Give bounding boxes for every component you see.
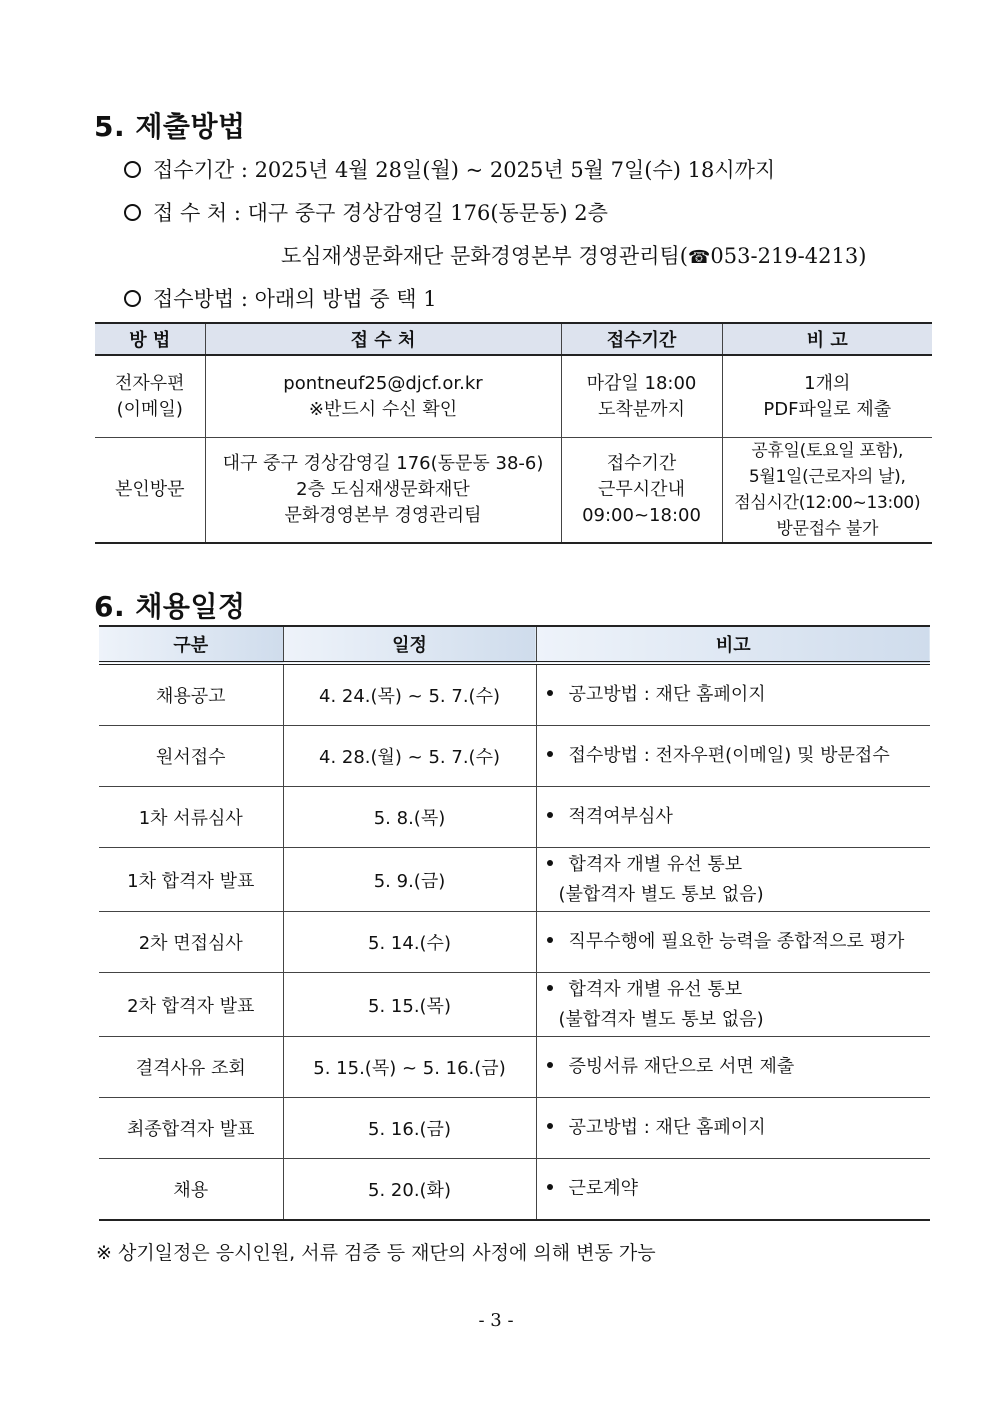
bullet-icon xyxy=(547,812,553,818)
bullet-icon xyxy=(547,1184,553,1190)
table-row xyxy=(99,848,930,912)
table-row xyxy=(99,663,930,726)
category-cell: 채용 xyxy=(99,1159,283,1221)
table-row xyxy=(99,973,930,1037)
circle-bullet-icon xyxy=(124,161,141,178)
note-cell: 1개의 PDF파일로 제출 xyxy=(722,355,932,438)
table-row xyxy=(99,787,930,848)
submission-period-line: 접수기간 : 2025년 4월 28일(월) ~ 2025년 5월 7일(수) 18시까지 xyxy=(124,154,775,184)
submission-place-line: 접 수 처 : 대구 중구 경상감영길 176(동문동) 2층 xyxy=(124,197,608,227)
bullet-icon xyxy=(547,1123,553,1129)
remarks-cell: 접수방법 : 전자우편(이메일) 및 방문접수 xyxy=(536,726,930,787)
remarks-cell: 합격자 개별 유선 통보 (불합격자 별도 통보 없음) xyxy=(536,973,930,1037)
remarks-cell: 근로계약 xyxy=(536,1159,930,1221)
category-cell: 2차 면접심사 xyxy=(99,912,283,973)
category-cell: 최종합격자 발표 xyxy=(99,1098,283,1159)
table-row xyxy=(99,1159,930,1221)
circle-bullet-icon xyxy=(124,290,141,307)
table-row xyxy=(99,726,930,787)
page-number: - 3 - xyxy=(478,1310,514,1331)
table-header-row xyxy=(99,626,930,663)
remarks-cell: 증빙서류 재단으로 서면 제출 xyxy=(536,1037,930,1098)
table-row xyxy=(99,1037,930,1098)
section-5-title: 5. 제출방법 xyxy=(94,110,246,143)
schedule-cell: 4. 28.(월) ~ 5. 7.(수) xyxy=(283,726,536,787)
header-period: 접수기간 xyxy=(561,323,722,355)
note-cell: 공휴일(토요일 포함), 5월1일(근로자의 날), 점심시간(12:00~13:00) 방문접수 불가 xyxy=(722,438,932,544)
schedule-cell: 5. 14.(수) xyxy=(283,912,536,973)
table-row xyxy=(99,1098,930,1159)
submission-method-line: 접수방법 : 아래의 방법 중 택 1 xyxy=(124,283,437,313)
bullet-icon xyxy=(547,690,553,696)
remarks-cell: 직무수행에 필요한 능력을 종합적으로 평가 xyxy=(536,912,930,973)
submission-method-table xyxy=(95,322,932,544)
schedule-cell: 5. 16.(금) xyxy=(283,1098,536,1159)
header-remarks: 비고 xyxy=(536,626,930,663)
recruitment-schedule-table xyxy=(99,625,930,1221)
category-cell: 1차 합격자 발표 xyxy=(99,848,283,912)
category-cell: 2차 합격자 발표 xyxy=(99,973,283,1037)
category-cell: 채용공고 xyxy=(99,663,283,726)
remarks-cell: 적격여부심사 xyxy=(536,787,930,848)
table-row xyxy=(95,438,932,544)
header-place: 접 수 처 xyxy=(205,323,561,355)
header-schedule: 일정 xyxy=(283,626,536,663)
category-cell: 원서접수 xyxy=(99,726,283,787)
place-cell: 대구 중구 경상감영길 176(동문동 38-6) 2층 도심재생문화재단 문화경영본부 경영관리팀 xyxy=(205,438,561,544)
submission-place-detail-line: 도심재생문화재단 문화경영본부 경영관리팀(☎053-219-4213) xyxy=(281,244,867,268)
category-cell: 1차 서류심사 xyxy=(99,787,283,848)
period-cell: 접수기간 근무시간내 09:00~18:00 xyxy=(561,438,722,544)
bullet-icon xyxy=(547,985,553,991)
bullet-icon xyxy=(547,860,553,866)
schedule-cell: 5. 8.(목) xyxy=(283,787,536,848)
circle-bullet-icon xyxy=(124,204,141,221)
remarks-cell: 공고방법 : 재단 홈페이지 xyxy=(536,663,930,726)
schedule-cell: 5. 15.(목) ~ 5. 16.(금) xyxy=(283,1037,536,1098)
header-method: 방 법 xyxy=(95,323,205,355)
schedule-cell: 5. 9.(금) xyxy=(283,848,536,912)
bullet-icon xyxy=(547,1062,553,1068)
method-cell: 전자우편 (이메일) xyxy=(95,355,205,438)
period-cell: 마감일 18:00 도착분까지 xyxy=(561,355,722,438)
method-cell: 본인방문 xyxy=(95,438,205,544)
phone-icon: ☎ xyxy=(687,247,711,268)
bullet-icon xyxy=(547,937,553,943)
remarks-cell: 공고방법 : 재단 홈페이지 xyxy=(536,1098,930,1159)
section-6-title: 6. 채용일정 xyxy=(94,590,246,623)
schedule-cell: 4. 24.(목) ~ 5. 7.(수) xyxy=(283,663,536,726)
schedule-cell: 5. 15.(목) xyxy=(283,973,536,1037)
table-header-row xyxy=(95,323,932,355)
remarks-cell: 합격자 개별 유선 통보 (불합격자 별도 통보 없음) xyxy=(536,848,930,912)
place-cell: pontneuf25@djcf.or.kr ※반드시 수신 확인 xyxy=(205,355,561,438)
header-category: 구분 xyxy=(99,626,283,663)
table-row xyxy=(99,912,930,973)
category-cell: 결격사유 조회 xyxy=(99,1037,283,1098)
schedule-footnote: ※ 상기일정은 응시인원, 서류 검증 등 재단의 사정에 의해 변동 가능 xyxy=(96,1242,656,1264)
bullet-icon xyxy=(547,751,553,757)
table-row xyxy=(95,355,932,438)
header-note: 비 고 xyxy=(722,323,932,355)
email-address: pontneuf25@djcf.or.kr xyxy=(283,372,483,394)
schedule-cell: 5. 20.(화) xyxy=(283,1159,536,1221)
